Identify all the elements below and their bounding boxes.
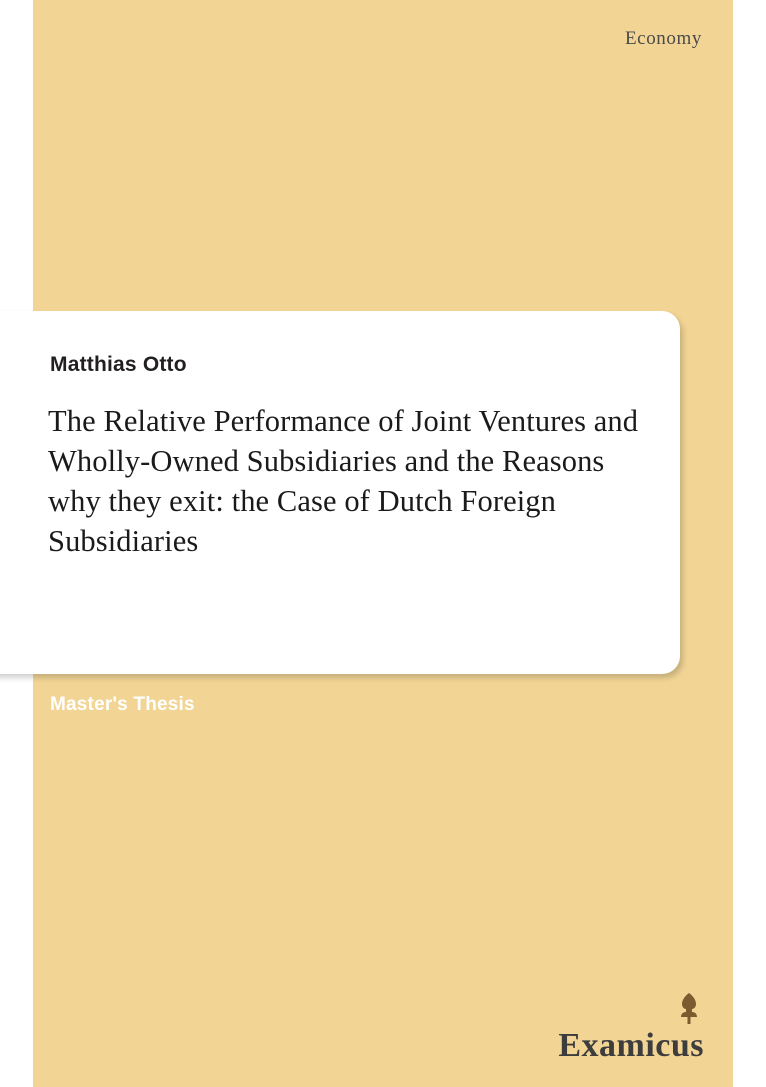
- category-label: Economy: [624, 28, 702, 49]
- book-title: The Relative Performance of Joint Ventures and Wholly-Owned Subsidiaries and the Reasons why they exit: the Case of Dutch Foreign Subsidiaries: [48, 404, 639, 558]
- tree-icon: [676, 992, 702, 1024]
- author-name: Matthias Otto: [50, 353, 187, 376]
- document-type-label: Master's Thesis: [50, 694, 195, 715]
- publisher-name: Examicus: [558, 1027, 704, 1064]
- title-card: [0, 311, 680, 674]
- publisher-logo: [558, 1019, 704, 1065]
- category-strip: [478, 0, 733, 78]
